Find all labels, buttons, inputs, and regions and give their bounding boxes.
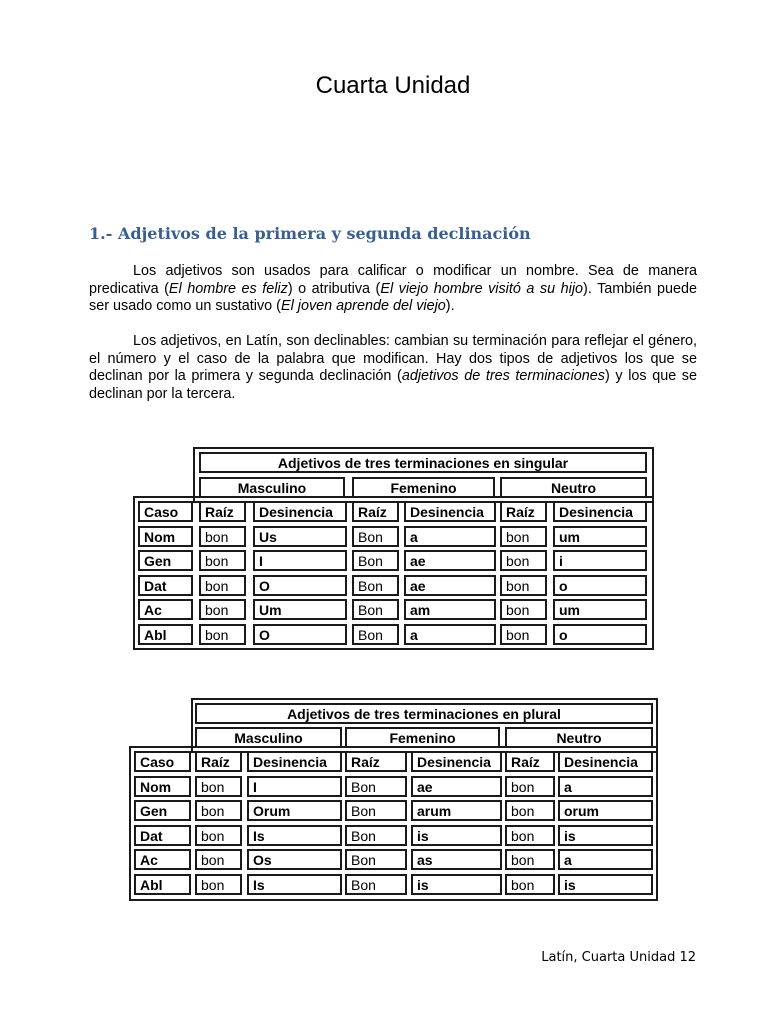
table-cell: bon xyxy=(505,800,555,821)
gender-header: Neutro xyxy=(505,727,653,748)
table-cell: a xyxy=(558,849,653,870)
column-header: Raíz xyxy=(500,501,547,522)
table-cell: i xyxy=(553,550,647,571)
paragraph2-run: ) y los que se declinan por la tercera. xyxy=(89,368,698,402)
gender-header: Masculino xyxy=(199,477,345,498)
column-header: Raíz xyxy=(345,751,407,772)
paragraph1-run: El viejo hombre visitó a su hijo xyxy=(380,280,584,297)
table-cell: bon xyxy=(199,575,246,596)
paragraph1-run: El joven aprende del viejo xyxy=(280,298,446,314)
table-cell: is xyxy=(558,874,653,895)
column-header: Caso xyxy=(134,751,191,772)
paragraph2-run: adjetivos de tres terminaciones xyxy=(401,368,605,384)
table-cell: bon xyxy=(505,825,555,846)
column-header: Desinencia xyxy=(253,501,347,522)
table-cell: bon xyxy=(199,624,246,645)
case-cell: Ac xyxy=(134,849,191,870)
table-title: Adjetivos de tres terminaciones en singular xyxy=(199,452,647,473)
table-cell: bon xyxy=(505,849,555,870)
table-cell: bon xyxy=(500,526,547,547)
table-cell: bon xyxy=(199,526,246,547)
gender-header: Femenino xyxy=(345,727,500,748)
paragraph-1 xyxy=(89,263,697,316)
table-cell: bon xyxy=(500,624,547,645)
table-cell: Um xyxy=(253,599,347,620)
table-cell: a xyxy=(404,526,496,547)
table-cell: bon xyxy=(195,776,242,797)
table-cell: bon xyxy=(195,849,242,870)
table-cell: is xyxy=(411,825,502,846)
case-cell: Gen xyxy=(134,800,191,821)
table-cell: bon xyxy=(195,800,242,821)
table-cell: am xyxy=(404,599,496,620)
paragraph1-run: Los adjetivos son usados para calificar o modificar un nombre. Sea de manera predicativa ( xyxy=(89,263,697,297)
table-cell: Os xyxy=(247,849,342,870)
table-cell: Is xyxy=(247,825,342,846)
column-header: Desinencia xyxy=(553,501,647,522)
table-title: Adjetivos de tres terminaciones en plural xyxy=(195,703,653,724)
column-header: Desinencia xyxy=(404,501,496,522)
table-cell: bon xyxy=(195,825,242,846)
table-cell: um xyxy=(553,526,647,547)
case-cell: Dat xyxy=(134,825,191,846)
table-cell: a xyxy=(404,624,496,645)
case-cell: Gen xyxy=(138,550,193,571)
table-cell: Bon xyxy=(345,776,407,797)
paragraph1-run: El hombre es feliz xyxy=(168,280,288,297)
table-cell: bon xyxy=(500,599,547,620)
table-cell: bon xyxy=(500,575,547,596)
table-cell: Bon xyxy=(352,575,399,596)
gender-header: Femenino xyxy=(352,477,495,498)
case-cell: Abl xyxy=(134,874,191,895)
paragraph-2 xyxy=(89,333,697,403)
table-cell: O xyxy=(253,624,347,645)
column-header: Raíz xyxy=(352,501,399,522)
page-footer: Latín, Cuarta Unidad 12 xyxy=(541,950,696,965)
table-cell: O xyxy=(253,575,347,596)
table-cell: is xyxy=(558,825,653,846)
column-header: Desinencia xyxy=(247,751,342,772)
case-cell: Abl xyxy=(138,624,193,645)
table-cell: Us xyxy=(253,526,347,547)
table-cell: o xyxy=(553,575,647,596)
table-cell: bon xyxy=(505,874,555,895)
table-cell: ae xyxy=(404,550,496,571)
table-cell: Bon xyxy=(352,526,399,547)
table-cell: Bon xyxy=(345,800,407,821)
table-cell: ae xyxy=(411,776,502,797)
page-title: Cuarta Unidad xyxy=(315,72,471,99)
table-cell: Orum xyxy=(247,800,342,821)
column-header: Caso xyxy=(138,501,193,522)
table-cell: bon xyxy=(505,776,555,797)
column-header: Raíz xyxy=(505,751,555,772)
paragraph2-run: Los adjetivos, en Latín, son declinables: cambian su terminación para reflejar el género, el número y el caso de la palabra que modifican. Hay dos tipos de adjetivos los que se declinan por la primera y segunda declinación ( xyxy=(89,333,697,384)
gender-header: Neutro xyxy=(500,477,647,498)
table-cell: Bon xyxy=(345,825,407,846)
section-heading: 1.- Adjetivos de la primera y segunda declinación xyxy=(89,224,531,243)
case-cell: Nom xyxy=(138,526,193,547)
table-cell: Bon xyxy=(352,624,399,645)
gender-header: Masculino xyxy=(195,727,342,748)
column-header: Raíz xyxy=(195,751,242,772)
case-cell: Nom xyxy=(134,776,191,797)
column-header: Desinencia xyxy=(558,751,653,772)
table-cell: arum xyxy=(411,800,502,821)
table-cell: Bon xyxy=(352,599,399,620)
table-cell: o xyxy=(553,624,647,645)
paragraph1-run: ) o atributiva ( xyxy=(287,280,381,297)
table-cell: bon xyxy=(195,874,242,895)
table-cell: um xyxy=(553,599,647,620)
table-cell: is xyxy=(411,874,502,895)
case-cell: Ac xyxy=(138,599,193,620)
table-cell: Bon xyxy=(345,874,407,895)
column-header: Desinencia xyxy=(411,751,502,772)
table-cell: Is xyxy=(247,874,342,895)
table-cell: ae xyxy=(404,575,496,596)
table-cell: as xyxy=(411,849,502,870)
paragraph1-run: ). xyxy=(445,298,455,314)
table-cell: bon xyxy=(199,550,246,571)
table-cell: I xyxy=(253,550,347,571)
table-cell: a xyxy=(558,776,653,797)
table-cell: bon xyxy=(199,599,246,620)
table-cell: bon xyxy=(500,550,547,571)
case-cell: Dat xyxy=(138,575,193,596)
table-cell: orum xyxy=(558,800,653,821)
table-cell: I xyxy=(247,776,342,797)
paragraph1-run: ). También puede ser usado como un sustativo ( xyxy=(89,280,697,314)
column-header: Raíz xyxy=(199,501,246,522)
table-cell: Bon xyxy=(345,849,407,870)
table-cell: Bon xyxy=(352,550,399,571)
